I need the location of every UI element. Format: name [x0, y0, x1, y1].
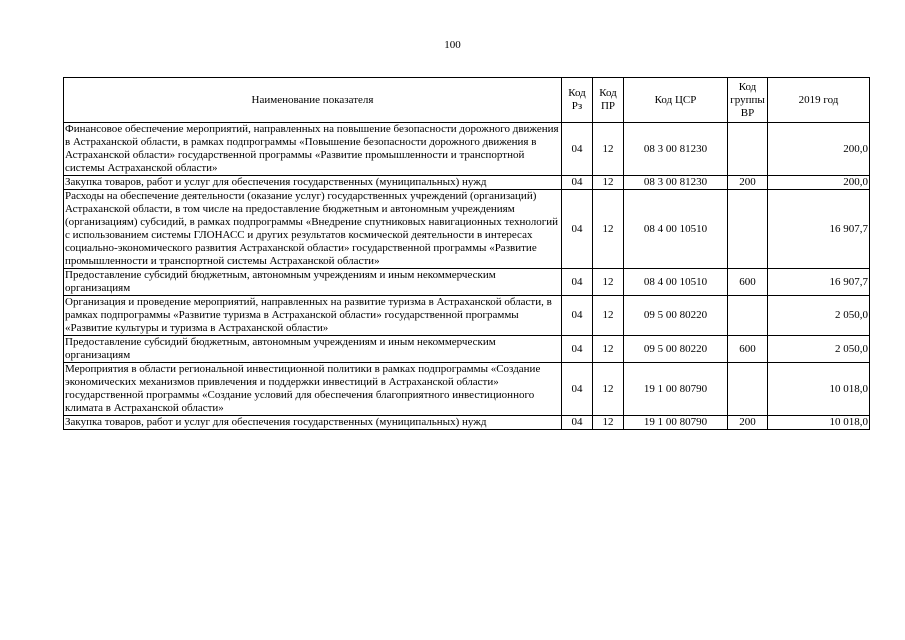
row-amount: 10 018,0	[768, 363, 870, 416]
row-vr: 200	[728, 416, 768, 430]
header-csr: Код ЦСР	[624, 78, 728, 123]
page-number: 100	[444, 39, 461, 51]
row-vr	[728, 363, 768, 416]
row-name: Предоставление субсидий бюджетным, автономным учреждениям и иным некоммерческим организациям	[64, 269, 562, 296]
row-name: Расходы на обеспечение деятельности (оказание услуг) государственных учреждений (организаций) Астраханской области, в том числе на предоставление бюджетным и автономным учреждениям (организациям) субсидий, в рамках подпрограммы «Внедрение спутниковых навигационных технологий с использованием системы ГЛОНАСС и других результатов космической деятельности в интересах социально-экономического развития Астраханской области» государственной программы «Развитие промышленности и транспортной системы Астраханской области»	[64, 190, 562, 269]
row-pr: 12	[593, 416, 624, 430]
row-rz: 04	[562, 336, 593, 363]
row-amount: 200,0	[768, 176, 870, 190]
row-csr: 19 1 00 80790	[624, 416, 728, 430]
row-name: Организация и проведение мероприятий, направленных на развитие туризма в Астраханской области, в рамках подпрограммы «Развитие туризма в Астраханской области» государственной программы «Развитие культуры и туризма в Астраханской области»	[64, 296, 562, 336]
row-amount: 16 907,7	[768, 190, 870, 269]
row-rz: 04	[562, 176, 593, 190]
row-csr: 09 5 00 80220	[624, 336, 728, 363]
row-name: Закупка товаров, работ и услуг для обеспечения государственных (муниципальных) нужд	[64, 176, 562, 190]
row-rz: 04	[562, 123, 593, 176]
row-pr: 12	[593, 123, 624, 176]
row-csr: 08 4 00 10510	[624, 190, 728, 269]
row-rz: 04	[562, 296, 593, 336]
row-pr: 12	[593, 176, 624, 190]
row-vr: 600	[728, 336, 768, 363]
row-vr	[728, 190, 768, 269]
table-row	[64, 336, 870, 363]
table-row	[64, 416, 870, 430]
row-vr	[728, 123, 768, 176]
row-name: Финансовое обеспечение мероприятий, направленных на повышение безопасности дорожного движения в Астраханской области, в рамках подпрограммы «Повышение безопасности дорожного движения в Астраханской области» государственной программы «Развитие промышленности и транспортной системы Астраханской области»	[64, 123, 562, 176]
row-csr: 08 3 00 81230	[624, 123, 728, 176]
row-pr: 12	[593, 336, 624, 363]
row-amount: 2 050,0	[768, 296, 870, 336]
row-pr: 12	[593, 190, 624, 269]
header-rz: Код Рз	[562, 78, 593, 123]
row-vr: 600	[728, 269, 768, 296]
table-row	[64, 296, 870, 336]
row-rz: 04	[562, 416, 593, 430]
table-row	[64, 269, 870, 296]
row-amount: 2 050,0	[768, 336, 870, 363]
table-row	[64, 176, 870, 190]
row-pr: 12	[593, 269, 624, 296]
row-pr: 12	[593, 296, 624, 336]
table-row	[64, 190, 870, 269]
row-name: Закупка товаров, работ и услуг для обеспечения государственных (муниципальных) нужд	[64, 416, 562, 430]
table-row	[64, 363, 870, 416]
table-header-row	[64, 78, 870, 123]
header-pr: Код ПР	[593, 78, 624, 123]
row-vr: 200	[728, 176, 768, 190]
header-vr: Код группы ВР	[728, 78, 768, 123]
header-year: 2019 год	[768, 78, 870, 123]
row-rz: 04	[562, 190, 593, 269]
header-name: Наименование показателя	[64, 78, 562, 123]
row-name: Мероприятия в области региональной инвестиционной политики в рамках подпрограммы «Создание экономических механизмов привлечения и поддержки инвестиций в Астраханской области» государственной программы «Создание условий для обеспечения благоприятного инвестиционного климата в Астраханской области»	[64, 363, 562, 416]
row-amount: 16 907,7	[768, 269, 870, 296]
row-pr: 12	[593, 363, 624, 416]
row-csr: 09 5 00 80220	[624, 296, 728, 336]
row-amount: 10 018,0	[768, 416, 870, 430]
row-csr: 08 4 00 10510	[624, 269, 728, 296]
row-amount: 200,0	[768, 123, 870, 176]
row-name: Предоставление субсидий бюджетным, автономным учреждениям и иным некоммерческим организациям	[64, 336, 562, 363]
budget-table	[63, 77, 870, 430]
row-vr	[728, 296, 768, 336]
row-csr: 08 3 00 81230	[624, 176, 728, 190]
row-rz: 04	[562, 363, 593, 416]
row-csr: 19 1 00 80790	[624, 363, 728, 416]
table-row	[64, 123, 870, 176]
row-rz: 04	[562, 269, 593, 296]
